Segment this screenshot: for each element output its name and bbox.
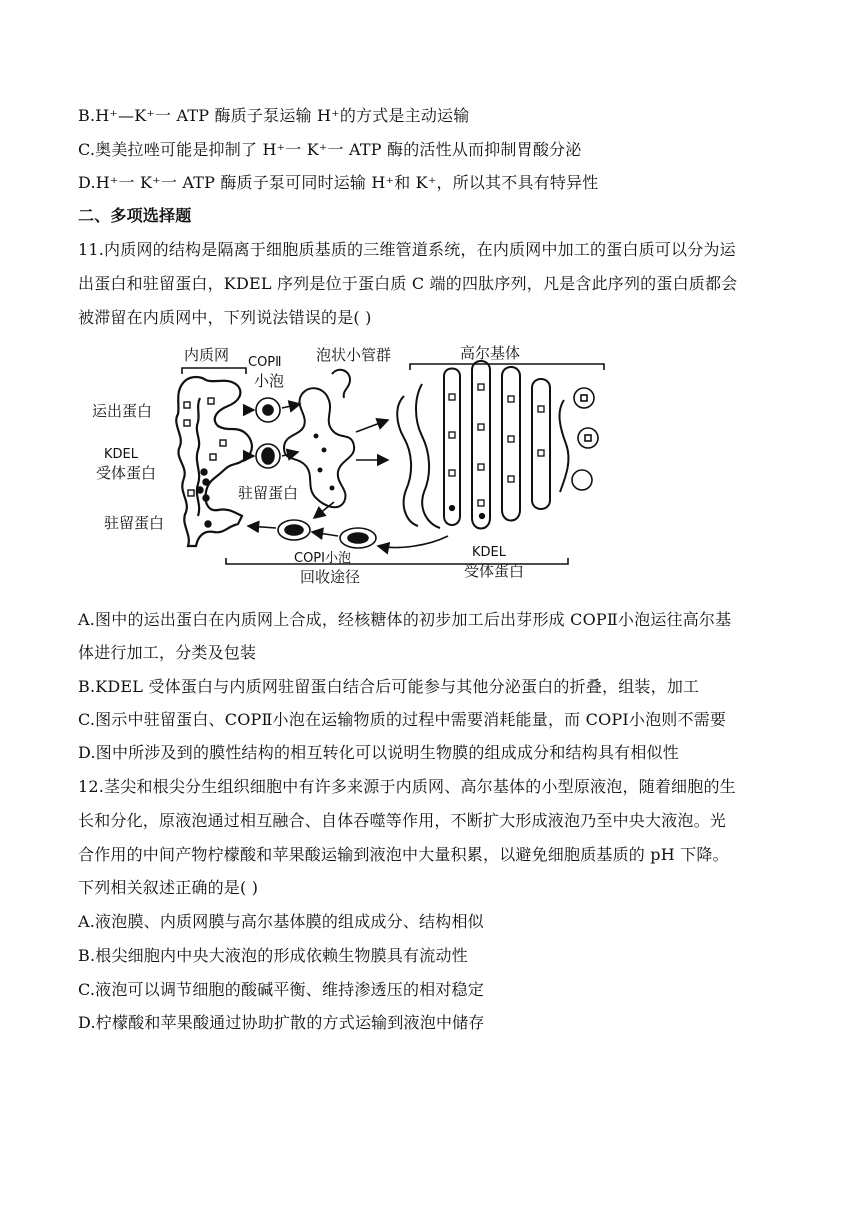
golgi-cargo-markers bbox=[449, 384, 544, 519]
q10-option-d: D.H⁺一 K⁺一 ATP 酶质子泵可同时运输 H⁺和 K⁺，所以其不具有特异性 bbox=[78, 173, 599, 192]
q11-option-a-line-1: A.图中的运出蛋白在内质网上合成，经核糖体的初步加工后出芽形成 COPⅡ小泡运往高尔基 bbox=[78, 610, 732, 629]
label-copii-1: COPⅡ bbox=[248, 355, 282, 370]
q11-stem-line-1: 11.内质网的结构是隔离于细胞质基质的三维管道系统，在内质网中加工的蛋白质可以分为运 bbox=[78, 240, 736, 259]
er-golgi-transport-diagram bbox=[88, 340, 778, 588]
label-resident-mid: 驻留蛋白 bbox=[238, 484, 299, 502]
label-kdel-right-2: 受体蛋白 bbox=[464, 562, 525, 580]
q12-option-b: B.根尖细胞内中央大液泡的形成依赖生物膜具有流动性 bbox=[78, 946, 468, 965]
q12-stem-line-2: 长和分化，原液泡通过相互融合、自体吞噬等作用，不断扩大形成液泡乃至中央大液泡。光 bbox=[78, 811, 727, 830]
er-cargo-markers bbox=[184, 398, 226, 527]
q12-option-a: A.液泡膜、内质网膜与高尔基体膜的组成成分、结构相似 bbox=[78, 912, 484, 931]
section-title: 二、多项选择题 bbox=[78, 206, 192, 225]
top-brackets bbox=[182, 364, 604, 374]
label-vtc: 泡状小管群 bbox=[316, 346, 392, 364]
q11-stem-line-2: 出蛋白和驻留蛋白，KDEL 序列是位于蛋白质 C 端的四肽序列，凡是含此序列的蛋白质都会 bbox=[78, 274, 738, 293]
q10-option-c: C.奥美拉唑可能是抑制了 H⁺一 K⁺一 ATP 酶的活性从而抑制胃酸分泌 bbox=[78, 140, 582, 159]
q12-stem-line-3: 合作用的中间产物柠檬酸和苹果酸运输到液泡中大量积累，以避免细胞质基质的 pH 下降。 bbox=[78, 845, 729, 864]
q11-option-d: D.图中所涉及到的膜性结构的相互转化可以说明生物膜的组成成分和结构具有相似性 bbox=[78, 743, 679, 762]
q10-option-b: B.H⁺—K⁺一 ATP 酶质子泵运输 H⁺的方式是主动运输 bbox=[78, 106, 470, 125]
q11-stem-line-3: 被滞留在内质网中，下列说法错误的是( ) bbox=[78, 308, 372, 327]
q11-option-b: B.KDEL 受体蛋白与内质网驻留蛋白结合后可能参与其他分泌蛋白的折叠，组装，加工 bbox=[78, 677, 700, 696]
q11-option-c: C.图示中驻留蛋白、COPⅡ小泡在运输物质的过程中需要消耗能量，而 COPⅠ小泡则不需要 bbox=[78, 710, 727, 729]
q12-stem-line-4: 下列相关叙述正确的是( ) bbox=[78, 878, 259, 897]
q11-option-a-line-2: 体进行加工，分类及包装 bbox=[78, 643, 257, 662]
label-retrieval: 回收途径 bbox=[300, 568, 361, 586]
vtc-markers bbox=[314, 434, 335, 491]
label-copi: COPⅠ小泡 bbox=[294, 551, 351, 566]
q12-option-d: D.柠檬酸和苹果酸通过协助扩散的方式运输到液泡中储存 bbox=[78, 1013, 485, 1032]
copii-vesicles bbox=[256, 398, 280, 468]
label-resident-left: 驻留蛋白 bbox=[104, 514, 165, 532]
label-kdel-right-1: KDEL bbox=[472, 545, 506, 560]
label-export-protein: 运出蛋白 bbox=[92, 402, 153, 420]
label-kdel-left-1: KDEL bbox=[104, 447, 138, 462]
label-golgi: 高尔基体 bbox=[460, 344, 521, 362]
q12-option-c: C.液泡可以调节细胞的酸碱平衡、维持渗透压的相对稳定 bbox=[78, 980, 484, 999]
q12-stem-line-1: 12.茎尖和根尖分生组织细胞中有许多来源于内质网、高尔基体的小型原液泡，随着细胞的生 bbox=[78, 777, 736, 796]
golgi-secretory-vesicles bbox=[572, 388, 598, 490]
label-er: 内质网 bbox=[184, 346, 230, 364]
label-copii-2: 小泡 bbox=[254, 372, 285, 390]
label-kdel-left-2: 受体蛋白 bbox=[96, 464, 157, 482]
